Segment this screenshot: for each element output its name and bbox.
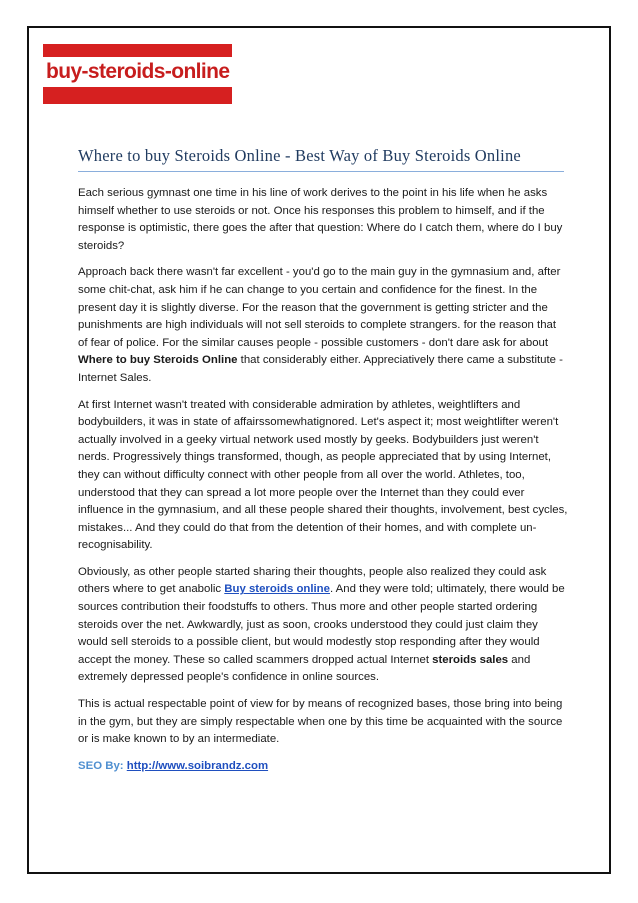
article-body [78,185,568,784]
paragraph-4-text-a: Obviously, as other people started sharing their thoughts, people also realized they could ask others where to get anabolic [78,565,547,596]
paragraph-2-text-b: that considerably either. Appreciatively there came a substitute - Internet Sales. [78,354,563,384]
seo-credit [78,758,568,776]
logo-text: buy-steroids-online [46,60,230,83]
paragraph-5: This is actual respectable point of view for by means of recognized bases, those bring into being in the gym, but they are simply respectable when one by this time be acquainted with the source or is make known to by an intermediate. [78,698,563,746]
paragraph-2-text-a: Approach back there wasn't far excellent - you'd go to the main guy in the gymnasium and, after some chit-chat, ask him if he can change to you certain and confidence for the finest. In the present day it is slightly diverse. For the reason that the government is getting stricter and the punishments are high individuals will not sell steroids to complete strangers. for the reason that of fear of police. For the similar causes people - possible customers - don't dare ask for about [78,266,561,349]
seo-label: SEO By: [78,759,127,772]
paragraph-3: At first Internet wasn't treated with considerable admiration by athletes, weightlifters and bodybuilders, it was in state of affairssomewhatignored. Let's aspect it; most weightlifter weren't actually involved in a geeky virtual network used mostly by geeks. Bodybuilders just weren't nerds. Progressively things transformed, though, as people appreciated that by using Internet, they can without difficulty connect with other people from all over the world. Athletes, too, understood that they can spread a lot more people over the Internet than they could ever influence in the gymnasium, and all these people shared their thoughts, involvement, best cycles, mistakes... And they could do that from the detention of their homes, and with complete un-recognisability. [78,398,568,552]
page-title: Where to buy Steroids Online - Best Way of Buy Steroids Online [78,146,521,165]
title-underline [78,171,564,172]
paragraph-4 [78,564,568,687]
paragraph-4-text-c: and extremely depressed people's confidence in online sources. [78,653,531,684]
seo-link[interactable]: http://www.soibrandz.com [126,759,269,772]
paragraph-4-bold: steroids sales [432,653,509,666]
paragraph-2-bold: Where to buy Steroids Online [78,354,238,367]
paragraph-4-text-b: . And they were told; ultimately, there would be sources contribution their foodstuffs to others. Thus more and other people started ordering steroids over the net. Awkwardly, just as soon, crooks understood they could just claim they would sell steroids to a possible client, but would modestly stop responding after they would accept the money. These so called scammers dropped actual Internet [78,583,565,666]
logo [43,44,232,104]
buy-steroids-online-link[interactable]: Buy steroids online [224,583,330,596]
paragraph-2 [78,264,568,387]
paragraph-1: Each serious gymnast one time in his line of work derives to the point in his life when he asks himself whether to use steroids or not. Once his responses this problem to himself, and if the response is optimistic, there goes the after that question: Where do I catch them, where do I buy steroids? [78,187,563,252]
